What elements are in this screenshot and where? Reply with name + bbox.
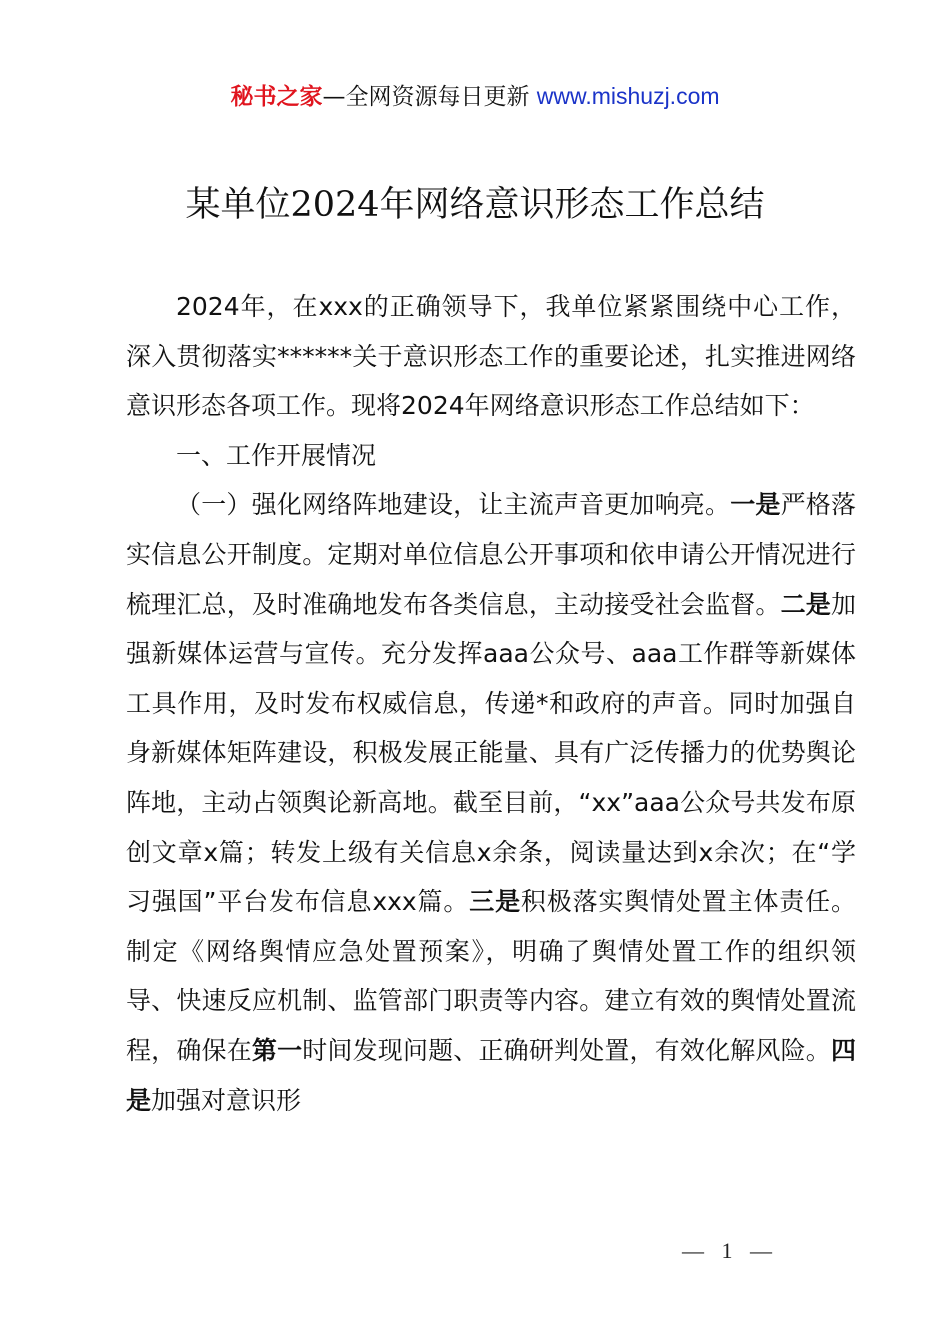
site-banner [0, 80, 950, 113]
item-text-3b: 时间发现问题、正确研判处置，有效化解风险。 [302, 1035, 831, 1065]
subsection-paragraph [126, 480, 856, 1125]
site-tagline: —全网资源每日更新 [322, 84, 530, 110]
site-url-link[interactable]: www.mishuzj.com [536, 83, 720, 109]
section-heading: 一、工作开展情况 [176, 440, 377, 470]
item-marker-2: 二是 [780, 589, 831, 619]
subsection-heading: （一）强化网络阵地建设，让主流声音更加响亮。 [176, 490, 731, 520]
item-marker-4: 四是 [126, 1035, 856, 1115]
intro-paragraph: 2024年，在xxx的正确领导下，我单位紧紧围绕中心工作，深入贯彻落实******关于意识形态工作的重要论述，扎实推进网络意识形态各项工作。现将2024年网络意识形态工作总结如下： [126, 292, 856, 421]
site-brand[interactable]: 秘书之家 [230, 84, 323, 110]
item-text-4: 加强对意识形 [151, 1085, 302, 1115]
document-body [126, 282, 856, 1125]
item-text-3a: 积极落实舆情处置主体责任。制定《网络舆情应急处置预案》，明确了舆情处置工作的组织领导、快速反应机制、监管部门职责等内容。建立有效的舆情处置流程，确保在 [126, 887, 856, 1065]
item-marker-3b: 第一 [251, 1035, 303, 1065]
document-title: 某单位2024年网络意识形态工作总结 [185, 185, 765, 225]
item-marker-3: 三是 [469, 887, 521, 917]
page-number [0, 1238, 950, 1264]
page-number-text: — 1 — [682, 1238, 778, 1263]
item-text-1: 严格落实信息公开制度。定期对单位信息公开事项和依申请公开情况进行梳理汇总，及时准确地发布各类信息，主动接受社会监督。 [126, 490, 856, 619]
item-marker-1: 一是 [730, 490, 781, 520]
item-text-2: 加强新媒体运营与宣传。充分发挥aaa公众号、aaa工作群等新媒体工具作用，及时发布权威信息，传递*和政府的声音。同时加强自身新媒体矩阵建设，积极发展正能量、具有广泛传播力的优势舆论阵地，主动占领舆论新高地。截至目前，“xx”aaa公众号共发布原创文章x篇；转发上级有关信息x余条，阅读量达到x余次；在“学习强国”平台发布信息xxx篇。 [126, 589, 856, 917]
